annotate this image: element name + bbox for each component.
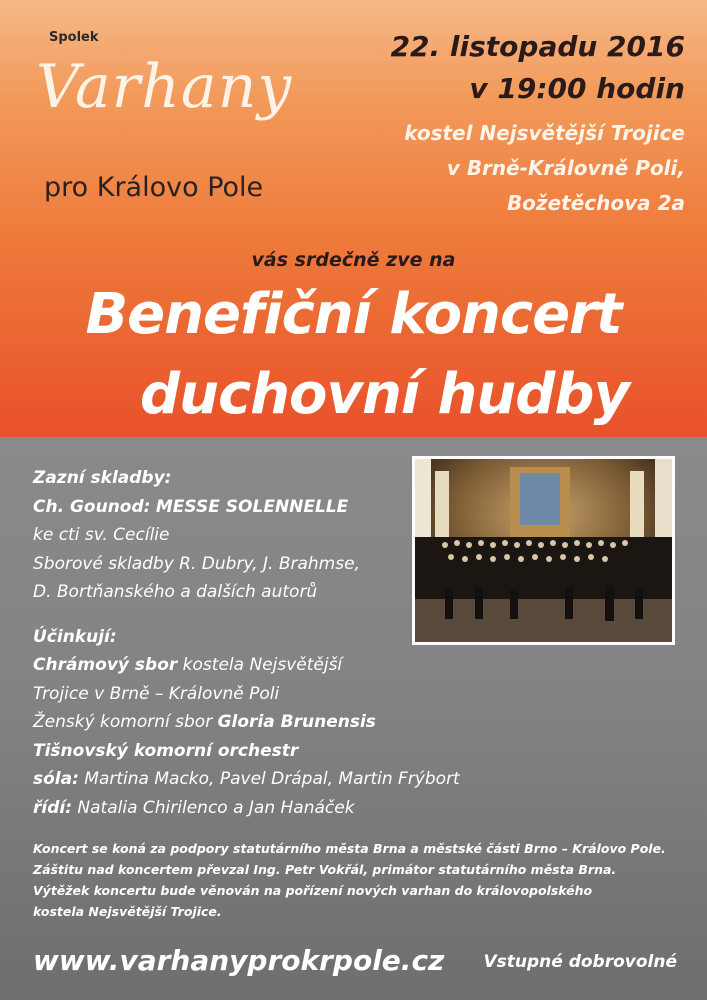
program-main-work	[33, 493, 460, 522]
logo-subtitle: pro Královo Pole	[44, 172, 264, 203]
program-composer: Ch. Gounod:	[33, 496, 151, 517]
program-work: MESSE SOLENNELLE	[155, 496, 349, 517]
church-interior-image	[415, 459, 672, 642]
note-line: Záštitu nad koncertem převzal Ing. Petr Vokřál, primátor statutárního města Brna.	[33, 862, 617, 877]
performer-orchestra: Tišnovský komorní orchestr	[33, 740, 299, 761]
program-and-performers	[33, 464, 460, 822]
note-line: Výtěžek koncertu bude věnován na pořízení nových varhan do královopolského	[33, 883, 593, 898]
logo-wordmark: Varhany	[36, 52, 293, 122]
event-time: v 19:00 hodin	[469, 72, 685, 105]
place-line: kostel Nejsvětější Trojice	[404, 121, 685, 145]
choir2-name: Gloria Brunensis	[217, 712, 376, 732]
organization-prefix: Spolek	[49, 30, 99, 45]
place-line: v Brně-Královně Poli,	[446, 156, 685, 180]
performer-choir1	[33, 651, 460, 680]
performer-conductors	[33, 794, 460, 823]
choir1-rest: kostela Nejsvětější	[177, 655, 343, 675]
support-note	[33, 838, 683, 922]
concert-title-line1: Benefiční koncert	[85, 282, 622, 347]
conduct-names: Natalia Chirilenco a Jan Hanáček	[72, 797, 355, 818]
event-date: 22. listopadu 2016	[390, 30, 685, 63]
note-line: kostela Nejsvětější Trojice.	[33, 904, 222, 919]
program-line: Sborové skladby R. Dubry, J. Brahmse,	[33, 553, 360, 574]
program-line: ke cti sv. Cecílie	[33, 525, 170, 545]
solo-label: sóla:	[33, 769, 79, 789]
invite-line: vás srdečně zve na	[251, 249, 456, 271]
choir2-prefix: Ženský komorní sbor	[33, 712, 218, 732]
solo-names: Martina Macko, Pavel Drápal, Martin Frýbort	[78, 769, 460, 789]
program-line: D. Bortňanského a dalších autorů	[33, 582, 318, 602]
performer-soloists	[33, 765, 460, 794]
concert-title-line2: duchovní hudby	[140, 362, 629, 427]
choir1-name: Chrámový sbor	[33, 655, 178, 675]
program-heading: Zazní skladby:	[33, 468, 172, 488]
event-place	[404, 116, 685, 221]
performer-choir2	[33, 708, 460, 737]
conduct-label: řídí:	[33, 797, 73, 818]
admission-text: Vstupné dobrovolné	[483, 952, 677, 972]
choir-concert-photo	[412, 456, 675, 645]
note-line: Koncert se koná za podpory statutárního města Brna a městské části Brno – Královo Pole.	[33, 841, 666, 856]
place-line: Božetěchova 2a	[506, 191, 685, 215]
website-link[interactable]: www.varhanyprokrpole.cz	[33, 944, 445, 977]
performer-choir1-line2: Trojice v Brně – Královně Poli	[33, 683, 280, 704]
performers-heading: Účinkují:	[33, 626, 117, 647]
